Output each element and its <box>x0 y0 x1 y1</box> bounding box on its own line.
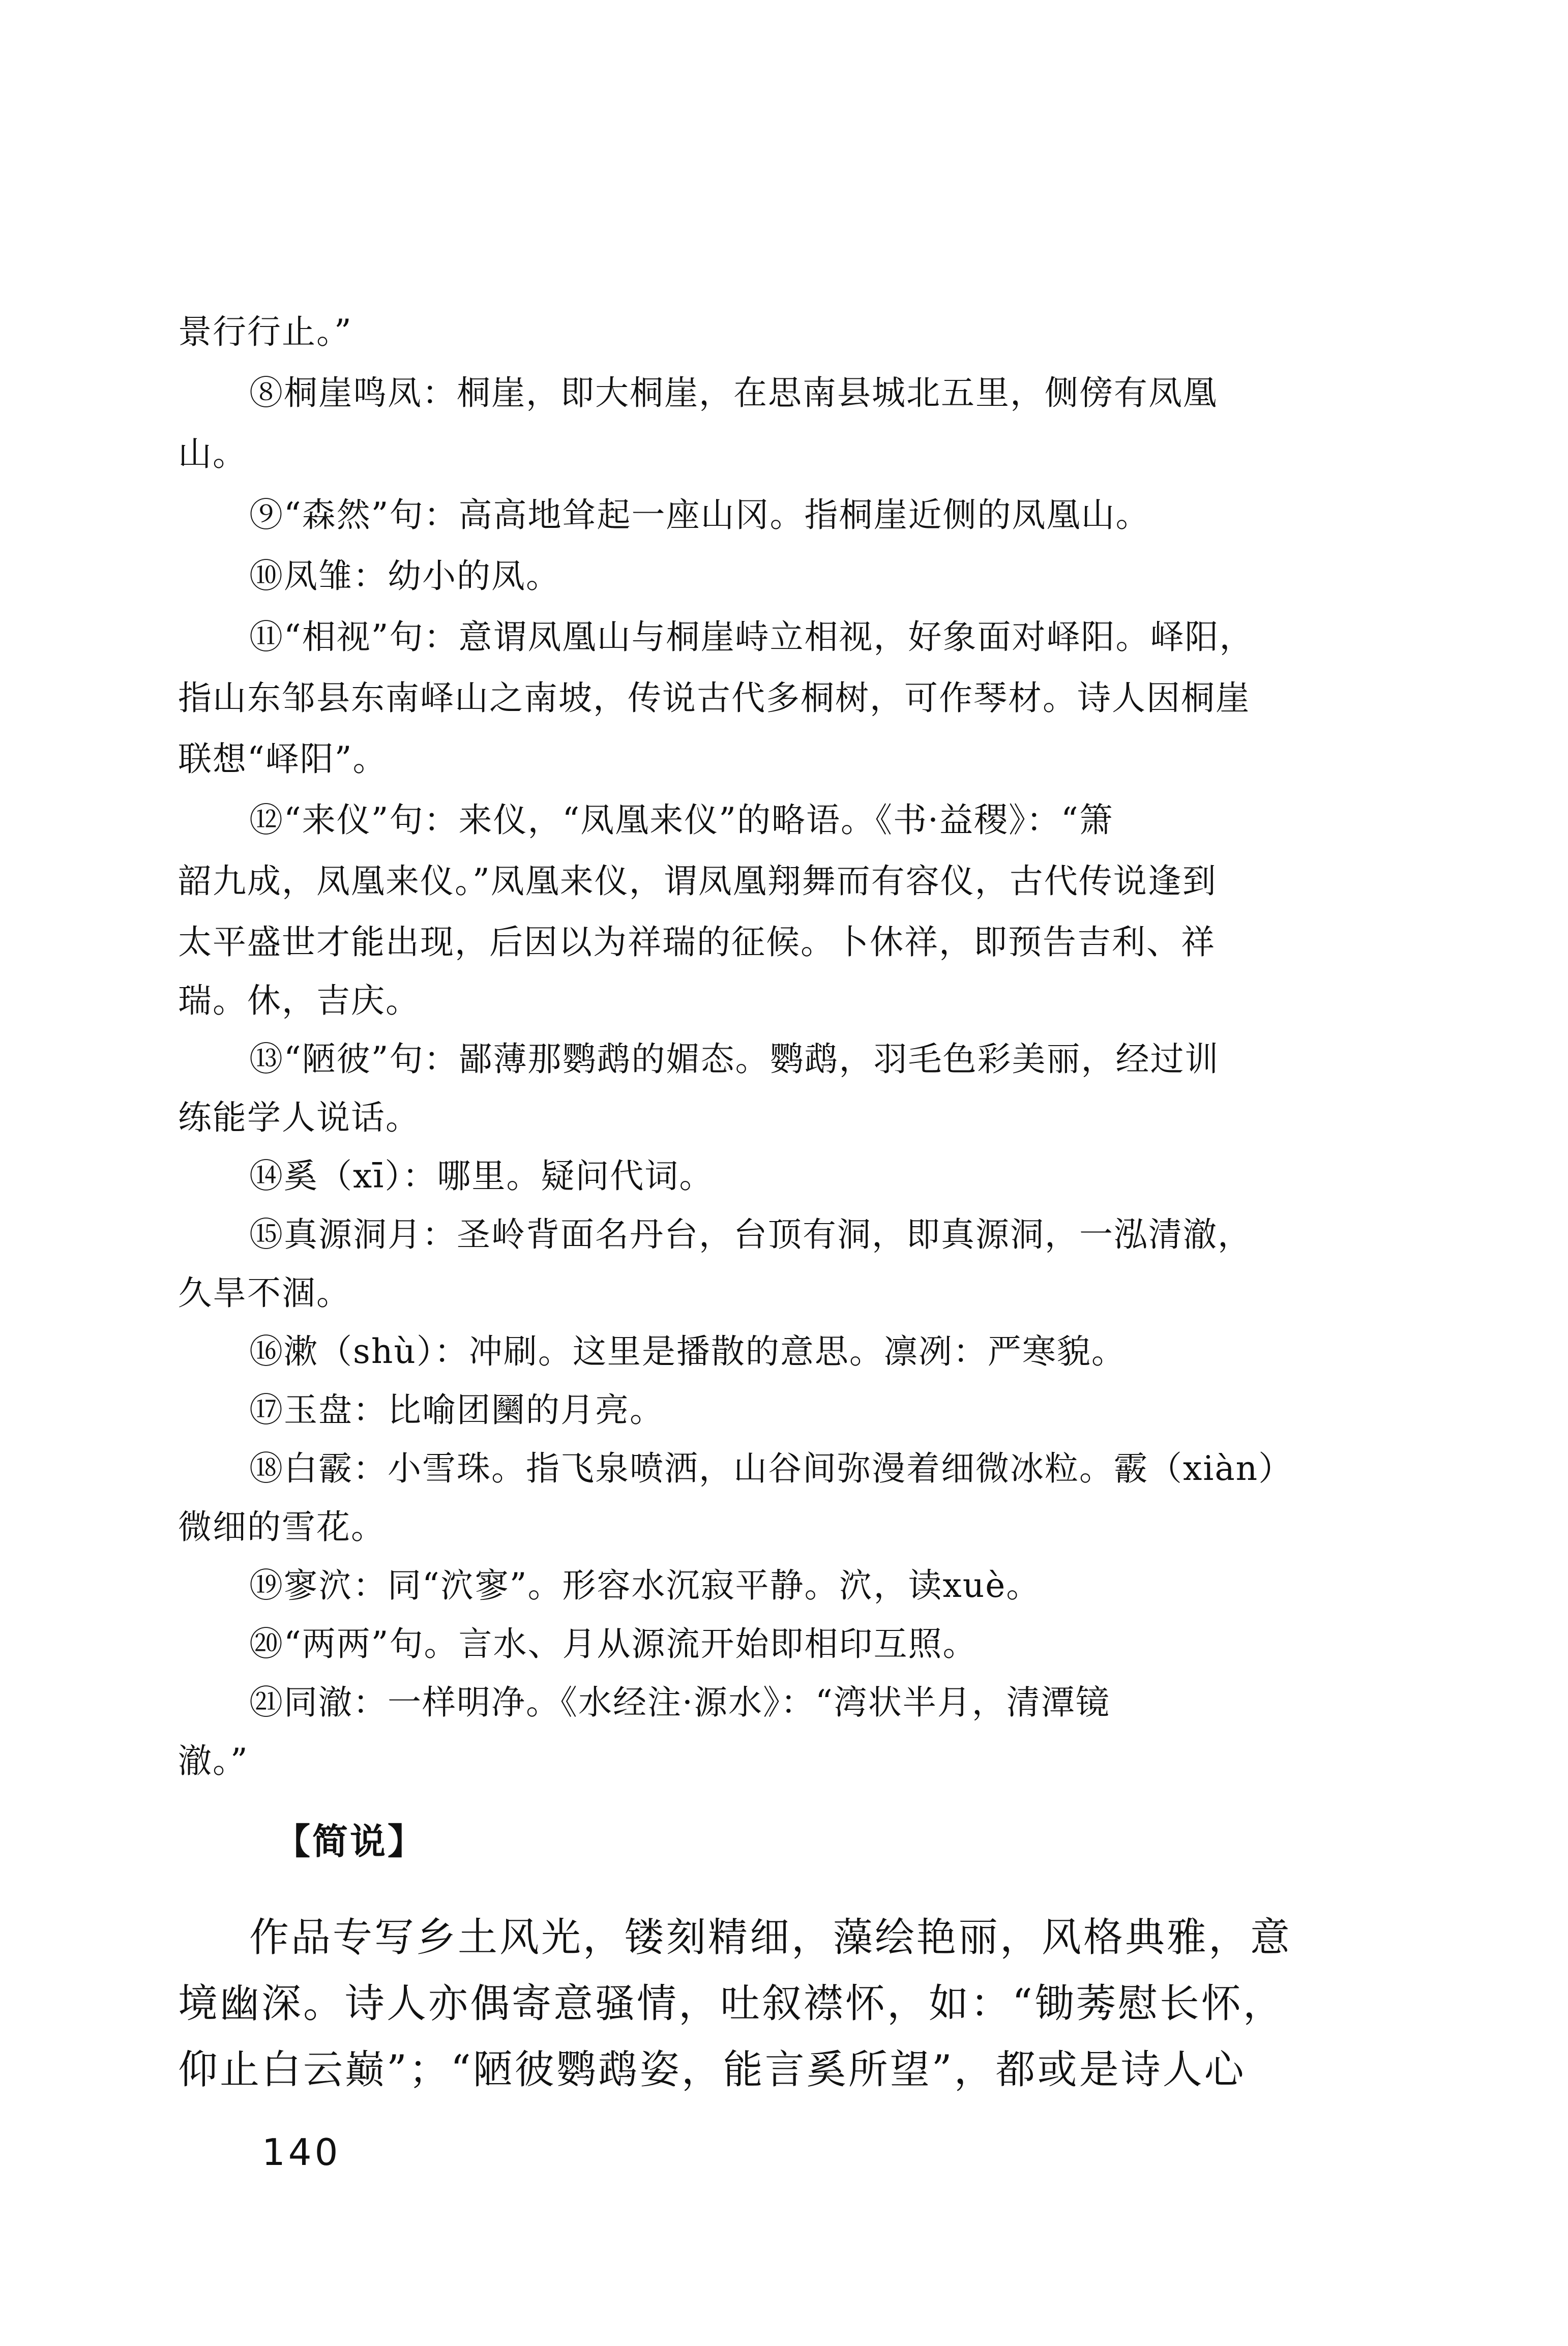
note-line: ⑪“相视”句：意谓凤凰山与桐崖峙立相视，好象面对峄阳。峄阳， <box>249 617 1254 657</box>
note-line: ⑲寥泬：同“泬寥”。形容水沉寂平静。泬，读xuè。 <box>249 1566 1041 1605</box>
note-line: 指山东邹县东南峄山之南坡，传说古代多桐树，可作琴材。诗人因桐崖 <box>178 678 1250 718</box>
note-line: ⑬“陋彼”句：鄙薄那鹦鹉的媚态。鹦鹉，羽毛色彩美丽，经过训 <box>249 1040 1220 1079</box>
note-line: 山。 <box>178 434 247 473</box>
note-line: 韶九成，凤凰来仪。”凤凰来仪，谓凤凰翔舞而有容仪，古代传说逢到 <box>178 862 1217 901</box>
note-line: 太平盛世才能出现，后因以为祥瑞的征候。卜休祥，即预告吉利、祥 <box>178 923 1216 962</box>
note-line: ⑭奚（xī）：哪里。疑问代词。 <box>249 1156 714 1196</box>
note-line: ⑨“森然”句：高高地耸起一座山冈。指桐崖近侧的凤凰山。 <box>249 495 1150 534</box>
note-line: 澈。” <box>178 1741 249 1780</box>
note-line: 微细的雪花。 <box>178 1507 386 1547</box>
note-line: 景行行止。” <box>178 312 352 351</box>
note-line: ⑧桐崖鸣凤：桐崖，即大桐崖，在思南县城北五里，侧傍有凤凰 <box>249 373 1218 412</box>
note-line: ⑩凤雏：幼小的凤。 <box>249 556 560 596</box>
note-line: 练能学人说话。 <box>178 1098 420 1137</box>
note-line: ⑮真源洞月：圣岭背面名丹台，台顶有洞，即真源洞，一泓清澈， <box>249 1215 1252 1254</box>
section-heading: 【简说】 <box>275 1820 425 1862</box>
page-number: 140 <box>262 2131 341 2174</box>
note-line: ⑫“来仪”句：来仪，“凤凰来仪”的略语。《书·益稷》：“箫 <box>249 800 1114 840</box>
note-line: 瑞。休，吉庆。 <box>178 981 420 1020</box>
note-line: ⑯漱（shù）：冲刷。这里是播散的意思。凛冽：严寒貌。 <box>249 1332 1126 1371</box>
note-line: 联想“峄阳”。 <box>178 739 388 779</box>
note-line: ⑳“两两”句。言水、月从源流开始即相印互照。 <box>249 1624 978 1664</box>
note-line: ㉑同澈：一样明净。《水经注·源水》：“湾状半月，清潭镜 <box>249 1683 1110 1722</box>
note-line: ⑱白霰：小雪珠。指飞泉喷洒，山谷间弥漫着细微冰粒。霰（xiàn） <box>249 1449 1293 1488</box>
note-line: 久旱不涸。 <box>178 1273 351 1313</box>
note-line: ⑰玉盘：比喻团圞的月亮。 <box>249 1390 664 1430</box>
body-line: 境幽深。诗人亦偶寄意骚情，吐叙襟怀，如：“锄莠慰长怀， <box>178 1981 1285 2027</box>
body-line: 仰止白云巅”；“陋彼鹦鹉姿，能言奚所望”，都或是诗人心 <box>178 2047 1246 2093</box>
body-line: 作品专写乡土风光，镂刻精细，藻绘艳丽，风格典雅，意 <box>249 1915 1292 1961</box>
